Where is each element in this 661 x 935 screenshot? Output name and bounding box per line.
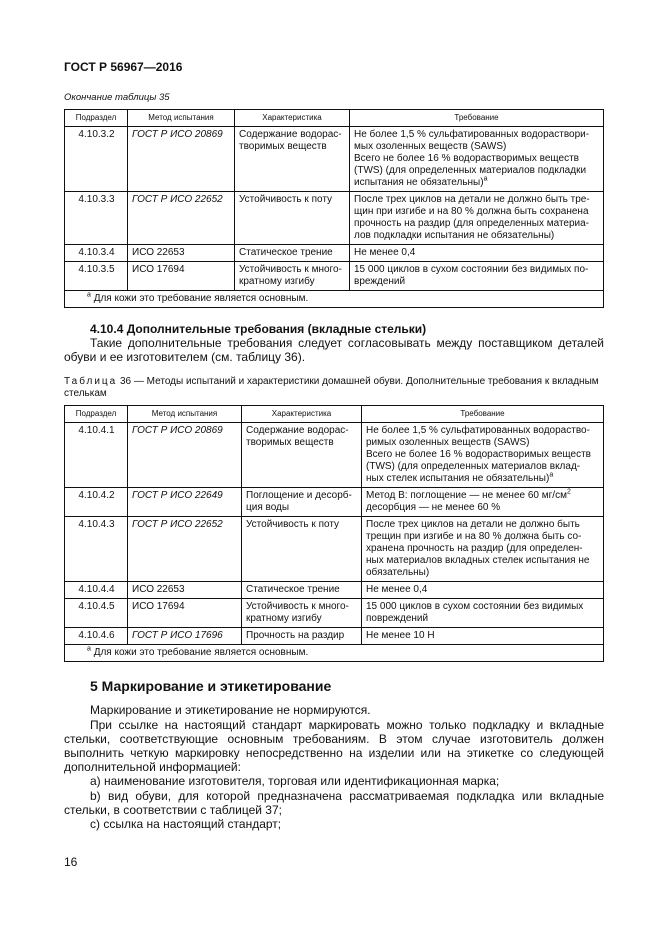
requirement-text: После трех циклов на детали не должно быть тре- щин при изгибе и на 80 % должна быть сохранена прочность на раздир (для определенных материа- лов подкладки испытания не обязательны)	[354, 194, 590, 241]
table-caption	[64, 376, 604, 400]
table-caption-label: Таблица	[64, 376, 118, 388]
column-header: Характеристика	[242, 406, 362, 423]
cell-requirement	[362, 423, 604, 488]
column-header: Подраздел	[65, 406, 128, 423]
cell-subsection: 4.10.3.3	[65, 192, 128, 245]
table-footnote	[65, 291, 604, 308]
cell-requirement	[350, 127, 604, 192]
requirement-text: 15 000 циклов в сухом состоянии без видимых по- вреждений	[354, 264, 589, 287]
cell-requirement	[350, 192, 604, 245]
requirement-text: Не менее 0,4	[366, 584, 428, 596]
cell-test-method: ИСО 22653	[128, 582, 242, 599]
cell-subsection: 4.10.4.3	[65, 517, 128, 582]
table-36	[64, 405, 604, 662]
footnote-mark: а	[87, 291, 91, 299]
cell-characteristic: Устойчивость к поту	[235, 192, 350, 245]
cell-requirement	[362, 517, 604, 582]
cell-test-method: ГОСТ Р ИСО 22649	[128, 488, 242, 517]
table-row	[65, 517, 604, 582]
section-5-body	[64, 703, 604, 831]
requirement-text: Не менее 0,4	[354, 247, 416, 258]
cell-test-method: ГОСТ Р ИСО 22652	[128, 517, 242, 582]
table-continuation-label: Окончание таблицы 35	[64, 92, 170, 103]
footnote-mark: а	[87, 646, 91, 654]
paragraph: c) ссылка на настоящий стандарт;	[90, 817, 282, 832]
cell-subsection: 4.10.4.2	[65, 488, 128, 517]
page-number: 16	[64, 855, 78, 870]
cell-subsection: 4.10.4.1	[65, 423, 128, 488]
cell-test-method: ИСО 22653	[128, 245, 235, 262]
cell-characteristic: Статическое трение	[235, 245, 350, 262]
table-row	[65, 599, 604, 628]
footnote-text: Для кожи это требование является основным.	[93, 293, 309, 304]
cell-subsection: 4.10.3.5	[65, 262, 128, 291]
table-header-row	[65, 110, 604, 127]
paragraph: b) вид обуви, для которой предназначена рассматриваемая подкладка или вкладные стельки, в соответствии с таблицей 37;	[64, 788, 604, 817]
superscript: а	[483, 175, 488, 183]
cell-requirement	[350, 245, 604, 262]
cell-test-method: ГОСТ Р ИСО 22652	[128, 192, 235, 245]
cell-requirement	[362, 488, 604, 517]
cell-test-method: ИСО 17694	[128, 599, 242, 628]
section-paragraph: Такие дополнительные требования следует согласовывать между поставщиком деталей обуви и ее изготовителем (см. таблицу 36).	[64, 336, 604, 365]
cell-requirement	[362, 628, 604, 645]
superscript: а	[549, 472, 554, 480]
column-header: Метод испытания	[128, 406, 242, 423]
section-heading-4-10-4: 4.10.4 Дополнительные требования (вкладные стельки)	[90, 322, 427, 336]
cell-characteristic: Прочность на раздир	[242, 628, 362, 645]
paragraph: a) наименование изготовителя, торговая или идентификационная марка;	[90, 774, 500, 789]
cell-test-method: ИСО 17694	[128, 262, 235, 291]
table-row	[65, 488, 604, 517]
cell-characteristic: Поглощение и десорб- ция воды	[242, 488, 362, 517]
cell-characteristic: Содержание водорас- творимых веществ	[235, 127, 350, 192]
cell-subsection: 4.10.4.4	[65, 582, 128, 599]
cell-subsection: 4.10.4.5	[65, 599, 128, 628]
table-row	[65, 262, 604, 291]
table-row	[65, 628, 604, 645]
cell-subsection: 4.10.3.2	[65, 127, 128, 192]
footnote-text: Для кожи это требование является основным.	[93, 647, 309, 659]
table-header-row	[65, 406, 604, 423]
table-footnote-row	[65, 291, 604, 308]
cell-characteristic: Содержание водорас- творимых веществ	[242, 423, 362, 488]
cell-characteristic: Устойчивость к поту	[242, 517, 362, 582]
cell-subsection: 4.10.4.6	[65, 628, 128, 645]
paragraph: Маркирование и этикетирование не нормируются.	[90, 703, 371, 718]
requirement-text: Метод B: поглощение — не менее 60 мг/см	[366, 490, 567, 502]
requirement-text: Не менее 10 Н	[366, 630, 435, 642]
requirement-text: После трех циклов на детали не должно быть трещин при изгибе и на 80 % должна быть со- хранена прочность на раздир (для определен- ных материалов вкладных стелек испытания не обязательны)	[366, 519, 590, 579]
cell-subsection: 4.10.3.4	[65, 245, 128, 262]
requirement-text-tail: десорбция — не менее 60 %	[366, 502, 501, 514]
column-header: Подраздел	[65, 110, 128, 127]
cell-requirement	[362, 599, 604, 628]
cell-test-method: ГОСТ Р ИСО 20869	[128, 127, 235, 192]
requirement-text: Не более 1,5 % сульфатированных водораство- римых озоленных веществ (SAWS) Всего не более 16 % водорастворимых веществ (TWS) (для определенных материалов вклад- ных стелек испытания не обязательны)	[366, 425, 591, 485]
column-header: Требование	[350, 110, 604, 127]
column-header: Метод испытания	[128, 110, 235, 127]
cell-characteristic: Устойчивость к много- кратному изгибу	[235, 262, 350, 291]
column-header: Требование	[362, 406, 604, 423]
paragraph: При ссылке на настоящий стандарт маркировать можно только подкладку и вкладные стельки, соответствующие основным требованиям. В этом случае изготовитель должен выполнить четкую маркировку непосредственно на изделии или на этикетке со следующей дополнительной информацией:	[64, 717, 604, 775]
cell-test-method: ГОСТ Р ИСО 17696	[128, 628, 242, 645]
cell-test-method: ГОСТ Р ИСО 20869	[128, 423, 242, 488]
cell-characteristic: Устойчивость к много- кратному изгибу	[242, 599, 362, 628]
table-row	[65, 245, 604, 262]
table-footnote-row	[65, 645, 604, 662]
column-header: Характеристика	[235, 110, 350, 127]
superscript: 2	[566, 489, 571, 497]
table-row	[65, 423, 604, 488]
table-row	[65, 192, 604, 245]
cell-requirement	[362, 582, 604, 599]
section-heading-5: 5 Маркирование и этикетирование	[90, 678, 332, 695]
table-caption-text: 36 — Методы испытаний и характеристики домашней обуви. Дополнительные требования к вкладным стелькам	[64, 376, 599, 400]
table-35	[64, 109, 604, 308]
requirement-text: 15 000 циклов в сухом состоянии без видимых повреждений	[366, 601, 584, 625]
cell-requirement	[350, 262, 604, 291]
requirement-text: Не более 1,5 % сульфатированных водораствори- мых озоленных веществ (SAWS) Всего не более 16 % водорастворимых веществ (TWS) (для определенных материалов подкладки испытания не обязательны)	[354, 129, 590, 188]
table-row	[65, 582, 604, 599]
table-footnote	[65, 645, 604, 662]
table-row	[65, 127, 604, 192]
cell-characteristic: Статическое трение	[242, 582, 362, 599]
document-id: ГОСТ Р 56967—2016	[64, 60, 183, 74]
